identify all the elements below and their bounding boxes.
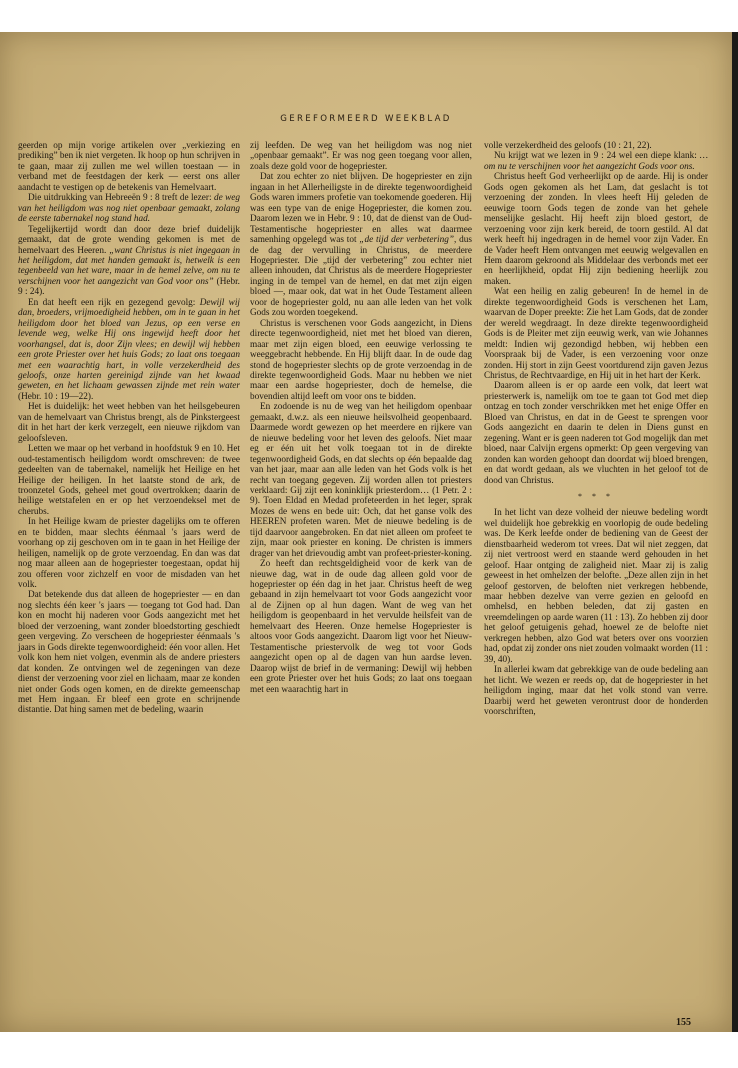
text-run: , dus de dag der vervulling in Christus, de meerdere Hogepriester. Die „tijd der verbetering” zou echter niet alleen inhouden, dat Christus als de meerdere Hogepriester inging in de tempel van de hemel, en dat met zijn eigen bloed —, maar ook, dat wat in het Oude Testament alleen voor de hogepriester gold, nu aan alle leden van het volk Gods zou worden toegekend.: [250, 235, 472, 319]
running-header: GEREFORMEERD WEEKBLAD: [280, 114, 452, 124]
paragraph: [484, 141, 708, 151]
text-run: Wat een heilig en zalig gebeuren! In de hemel in de direkte tegenwoordigheid Gods is verschenen het Lam, waarvan de Doper preekte: Zie het Lam Gods, dat de zonder der wereld wegdraagt. In deze direkte tegenwoordigheid Gods is de Pleiter met zijn eeuwig werk, van wie Johannes meldt: Indien wij gezondigd hebben, wij hebben een Voorspraak bij de Vader, is een verzoening voor onze zonden. Hij stort in zijn Geest voortdurend zijn gaven Jezus Christus, de Rechtvaardige, en Hij uit in het hart der Kerk.: [484, 287, 708, 381]
text-run: geerden op mijn vorige artikelen over „verkiezing en prediking” ben ik niet vergeten. Ik hoop op hun schrijven in te gaan, maar zij zullen me wel willen toestaan — in verband met de feestdagen der kerk — eerst ons aller aandacht te vestigen op de betekenis van Hemelvaart.: [18, 141, 240, 193]
paragraph: [484, 381, 708, 486]
italic-text: de weg van het heiligdom was nog niet openbaar gemaakt, zolang de eerste tabernakel nog stand had.: [18, 193, 240, 225]
paragraph: [484, 172, 708, 287]
italic-text: …om nu te verschijnen voor het aangezicht Gods voor ons.: [484, 151, 708, 172]
text-run: volle verzekerdheid des geloofs (10 : 21, 22).: [484, 141, 652, 151]
text-run: En zodoende is nu de weg van het heiligdom openbaar gemaakt, d.w.z. als een nieuwe heilsvolheid geopenbaard. Daarmede wordt gewezen op het meerdere en rijkere van de nieuwe bedeling voor het leven des geloofs. Niet maar eg er één uit het volk toegaan tot in de direkte tegenwoordigheid Gods, en dat slechts op één bepaalde dag van het jaar, maar aan alle leden van het Gods volk is het recht van toegang gegeven. Zij worden allen tot priesters verklaard: Gij zijt een koninklijk priesterdom… (1 Petr. 2 : 9). Toen Eldad en Medad profeteerden in het leger, sprak Mozes de wens en bede uit: Och, dat het ganse volk des HEEREN profeten waren. Met de nieuwe bedeling is de tijd daarvoor aangebroken. En dat niet alleen om profeet te zijn, maar ook priester en koning. De christen is immers drager van het drievoudig ambt van profeet-priester-koning.: [250, 402, 472, 559]
paragraph: [18, 141, 240, 193]
top-margin-band: [0, 0, 738, 32]
text-run: Nu krijgt wat we lezen in 9 : 24 wel een diepe klank:: [494, 151, 700, 162]
paragraph: [250, 402, 472, 559]
text-column-1: [18, 141, 240, 716]
paragraph: [18, 444, 240, 517]
text-run: Christus is verschenen voor Gods aangezicht, in Diens directe tegenwoordigheid, niet met het bloed van dieren, maar met zijn eigen bloed, een eeuwige verlossing te weeggebracht hebbende. En Hij blijft daar. In de oude dag stond de hogepriester slechts op de grote verzoendag in de direkte tegenwoordigheid Gods. Maar nu hebben we niet maar een aardse hogepriester, doch de hemelse, die bovendien altijd leeft om voor ons te bidden.: [250, 318, 472, 402]
paragraph: [18, 298, 240, 403]
text-run: In het licht van deze volheid der nieuwe bedeling wordt wel duidelijk hoe gebrekkig en voorlopig de oude bedeling was. De Kerk leefde onder de bediening van de Geest der dienstbaarheid wederom tot vrees. Dat wil niet zeggen, dat zij niet vertroost werd en staande werd gehouden in het geloof. Haar ontging de zaligheid niet. Maar zij is zalig geweest in het omhelzen der belofte. „Deze allen zijn in het geloof gestorven, de beloften niet verkregen hebbende, maar hebben dezelve van verre gezien en geloofd en omhelsd, en hebben beleden, dat zij gasten en vreemdelingen op aarde waren (11 : 13). Zo hebben zij door het geloof getuigenis gehad, hoewel ze de belofte niet verkregen hebben, alzo God wat beters over ons voorzien had, opdat zij zonder ons niet zouden volmaakt worden (11 : 39, 40).: [484, 508, 708, 665]
text-run: (Hebr. 9 : 24).: [18, 276, 240, 298]
text-run: Zo heeft dan rechtsgeldigheid voor de kerk van de nieuwe dag, wat in de oude dag alleen gold voor de hogepriester op één dag in het jaar. Christus heeft de weg gebaand in zijn hemelvaart tot voor Gods aangezicht voor al de Zijnen op al hun dagen. Want de weg van het heiligdom is geopenbaard in het vervulde heilsfeit van de hemelvaart des Heeren. Onze hemelse Hogepriester is altoos voor Gods aangezicht. Daarom ligt voor het Nieuw-Testamentische priestervolk de weg tot voor Gods aangezicht open op al de dagen van hun aardse leven. Daarop wijst de brief in de vermaning: Dewijl wij hebben een grote Priester over het huis Gods; zo laat ons toegaan met een waarachtig hart in: [250, 559, 472, 695]
paragraph: [250, 559, 472, 695]
paragraph: [484, 665, 708, 717]
paragraph: [18, 402, 240, 444]
italic-text: Dewijl wij dan, broeders, vrijmoedigheid hebben, om in te gaan in het heiligdom door het bloed van Jezus, op een verse en levende weg, welke Hij ons ingewijd heeft door het voorhangsel, dat is, door Zijn vlees; en dewijl wij hebben een grote Priester over het huis Gods; zo laat ons toegaan met een waarachtig hart, in volle verzekerdheid des geloofs, onze harten gereinigd zijnde van het kwaad geweten, en het lichaam gewassen zijnde met rein water: [18, 297, 240, 392]
text-run: Die uitdrukking van Hebreeën 9 : 8 treft de lezer:: [28, 193, 214, 204]
text-run: Christus heeft God verheerlijkt op de aarde. Hij is onder Gods ogen gekomen als het Lam, dat geslacht is tot verzoening der zonden. In vlees heeft Hij geleden de eeuwige toorn Gods tegen de zonde van het gehele menselijke geslacht. Hij heeft zijn bloed gestort, de verzoening voor zijn kerk bereid, de toorn gestild. Al dat werk heeft hij ingedragen in de hemel voor zijn Vader. En de Vader heeft Hem ontvangen met eeuwig welgevallen en Hem daarom gekroond als Middelaar des verbonds met eer en heerlijkheid, opdat Hij zijn bediening heerlijk zou maken.: [484, 172, 708, 287]
paragraph: [250, 319, 472, 403]
text-run: Daarom alleen is er op aarde een volk, dat leert wat priesterwerk is, namelijk om toe te gaan tot God met diep ontzag en toch zonder verschrikken met het enige Offer en Bloed van Christus, en dat in de Geest te sprengen voor Gods aangezicht en daarin te delen in Diens gunst en zegening. Want er is geen naderen tot God mogelijk dan met bloed, naar Calvijn ergens opmerkt: Op geen vergeving van zonden kan worden gehoopt dan doordat wij bloed brengen, en dat wordt gedaan, als we vluchten in het geloof tot de dood van Christus.: [484, 381, 708, 486]
magazine-page: [0, 32, 732, 1032]
paragraph: [484, 151, 708, 172]
text-run: * * *: [578, 491, 614, 501]
text-run: zij leefden. De weg van het heiligdom was nog niet „openbaar gemaakt”. Er was nog geen toegang voor allen, zoals deze gold voor de hogepriester.: [250, 141, 472, 172]
paragraph: [18, 225, 240, 298]
italic-text: „de tijd der verbetering”: [359, 235, 455, 246]
section-divider: [484, 492, 708, 502]
italic-text: „want Christus is niet ingegaan in het heiligdom, dat met handen gemaakt is, hetwelk is een tegenbeeld van het ware, maar in de hemel zelve, om nu te verschijnen voor het aangezicht van God voor ons”: [18, 245, 241, 287]
paragraph: [18, 193, 240, 224]
text-run: Tegelijkertijd wordt dan door deze brief duidelijk gemaakt, dat de grote wending gekomen is met de hemelvaart des Heeren.: [18, 224, 240, 256]
paragraph: [250, 172, 472, 318]
bottom-margin-band: [0, 1032, 738, 1068]
text-column-2: [250, 141, 472, 695]
paragraph: [250, 141, 472, 172]
text-run: (Hebr. 10 : 19—22).: [18, 391, 94, 402]
text-run: Dat betekende dus dat alleen de hogepriester — en dan nog slechts één keer 's jaars — toegang tot God had. Dan kon en mocht hij naderen voor Gods aangezicht met het bloed der verzoening, want zonder bloedstorting geschiedt geen vergeving. Zo verscheen de hogepriester éénmaals 's jaars in Gods direkte tegenwoordigheid: één voor allen. Het volk kon hem niet volgen, evenmin als de andere priesters dat konden. Ze ontvingen wel de zegeningen van deze dienst der verzoening voor ziel en lichaam, maar ze konden niet onder Gods ogen komen, en de direkte gemeenschap met Hem ingaan. Er bleef een grote en schrijnende distantie. Dat hing samen met de bedeling, waarin: [18, 590, 240, 716]
text-run: Het is duidelijk: het weet hebben van het heilsgebeuren van de hemelvaart van Christus brengt, als de Pinkstergeest dit in het hart der kerk verzegelt, een nieuwe rijkdom van geloofsleven.: [18, 402, 240, 444]
paragraph: [484, 287, 708, 381]
paragraph: [484, 508, 708, 665]
text-run: In het Heilige kwam de priester dagelijks om te offeren en te bidden, maar slechts éénmaal 's jaars werd de voorhang op zij geschoven om in te gaan in het Heilige der heiligen, namelijk op de grote verzoendag. En dan was dat nog maar alleen aan de hogepriester toegestaan, opdat hij zou offeren voor zichzelf en voor de misdaden van het volk.: [18, 517, 240, 591]
text-run: En dat heeft een rijk en gezegend gevolg:: [28, 297, 200, 308]
text-run: Dat zou echter zo niet blijven. De hogepriester en zijn ingaan in het Allerheiligste in de direkte tegenwoordigheid Gods waren immers profetie van toekomende goederen. Hij was een type van de enige Hogepriester, die komen zou. Daarom lezen we in Hebr. 9 : 10, dat de dienst van de Oud-Testamentische hogepriester en alles wat daarmee samenhing opgelegd was tot: [250, 172, 472, 246]
paragraph: [18, 590, 240, 715]
text-run: Letten we maar op het verband in hoofdstuk 9 en 10. Het oud-testamentisch heiligdom wordt omschreven: de twee gedeelten van de tabernakel, namelijk het Heilige en het Heilige der heiligen. In het laatste stond de ark, de troonzetel Gods, geheel met goud overtrokken; daarin de heilige wetstafelen en er op het verzoendeksel met de cherubs.: [18, 444, 240, 517]
text-run: In allerlei kwam dat gebrekkige van de oude bedeling aan het licht. We wezen er reeds op, dat de hogepriester in het heiligdom inging, maar dat het volk stond van verre. Daarbij werd het geweten verontrust door de honderden voorschriften,: [484, 665, 708, 718]
page-number: 155: [676, 1017, 691, 1028]
text-column-3: [484, 141, 708, 717]
paragraph: [18, 517, 240, 590]
